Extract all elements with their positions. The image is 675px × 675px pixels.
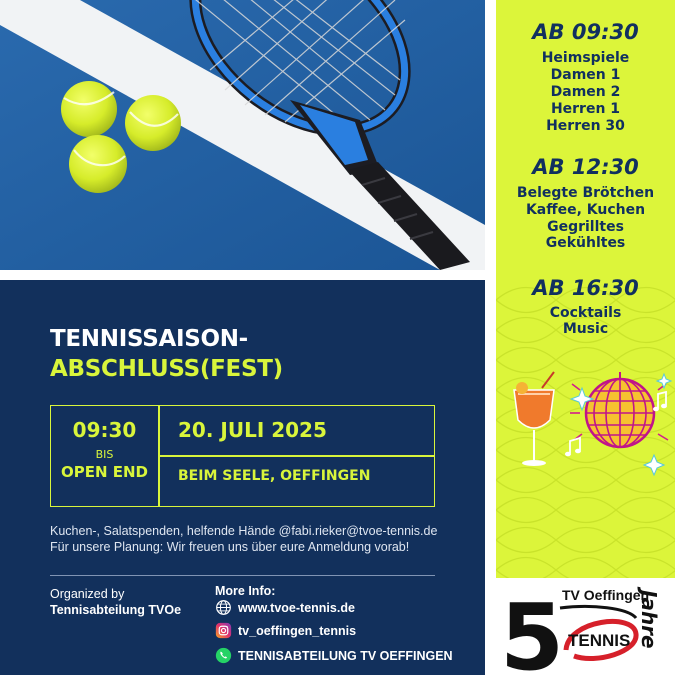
schedule-item: Cocktails [549, 305, 622, 321]
logo-word: TENNIS [568, 631, 631, 650]
schedule-item: Heimspiele [541, 50, 630, 66]
schedule-item: Kaffee, Kuchen [525, 202, 646, 218]
schedule-time-1: AB 09:30 [532, 20, 639, 44]
schedule-item: Gegrilltes [547, 219, 624, 235]
instagram-icon [215, 622, 232, 639]
schedule-time-2: AB 12:30 [532, 155, 639, 179]
event-title-line2: ABSCHLUSS(FEST) [50, 356, 283, 382]
whatsapp-icon [215, 647, 232, 664]
website-link[interactable] [215, 599, 355, 616]
whatsapp-link[interactable] [215, 647, 453, 664]
club-anniversary-logo [496, 578, 675, 675]
more-info-label: More Info: [215, 584, 276, 598]
schedule-item: Music [562, 321, 609, 337]
organizer-label: Organized by [50, 587, 125, 601]
cocktail-icon [514, 372, 554, 466]
start-time: 09:30 [72, 418, 137, 442]
instagram-link[interactable] [215, 622, 356, 639]
event-details-box [50, 405, 435, 507]
tennis-photo [0, 0, 485, 270]
schedule-item: Herren 30 [546, 118, 625, 134]
event-title-line1: TENNISSAISON- [50, 326, 248, 352]
schedule-time-3: AB 16:30 [532, 276, 639, 300]
schedule-item: Damen 2 [550, 84, 621, 100]
globe-icon [215, 599, 232, 616]
schedule-item: Gekühltes [545, 235, 626, 251]
whatsapp-text: TENNISABTEILUNG TV OEFFINGEN [238, 648, 453, 663]
tennis-court-illustration [0, 0, 485, 270]
logo-number: 5 [500, 584, 565, 675]
schedule-item: Herren 1 [550, 101, 621, 117]
event-info-panel [0, 280, 485, 675]
end-time: OPEN END [60, 463, 149, 481]
logo-jahre: Jahre [637, 590, 661, 649]
event-location: BEIM SEELE, OEFFINGEN [178, 468, 371, 484]
donation-note: Kuchen-, Salatspenden, helfende Hände @fabi.rieker@tvoe-tennis.de [50, 524, 438, 538]
schedule-item: Belegte Brötchen [516, 185, 655, 201]
schedule-item: Damen 1 [550, 67, 621, 83]
logo-graphic [496, 578, 675, 675]
instagram-text: tv_oeffingen_tennis [238, 623, 357, 638]
registration-note: Für unsere Planung: Wir freuen uns über eure Anmeldung vorab! [50, 540, 410, 554]
website-text: www.tvoe-tennis.de [238, 600, 355, 615]
logo-club-name: TV Oeffingen [562, 587, 650, 603]
schedule-sidebar [496, 0, 675, 578]
time-separator: BIS [95, 448, 114, 461]
box-divider-horizontal [158, 455, 434, 457]
organizer-name: Tennisabteilung TVOe [50, 603, 182, 617]
divider-line [50, 575, 435, 576]
event-date: 20. JULI 2025 [178, 418, 327, 442]
